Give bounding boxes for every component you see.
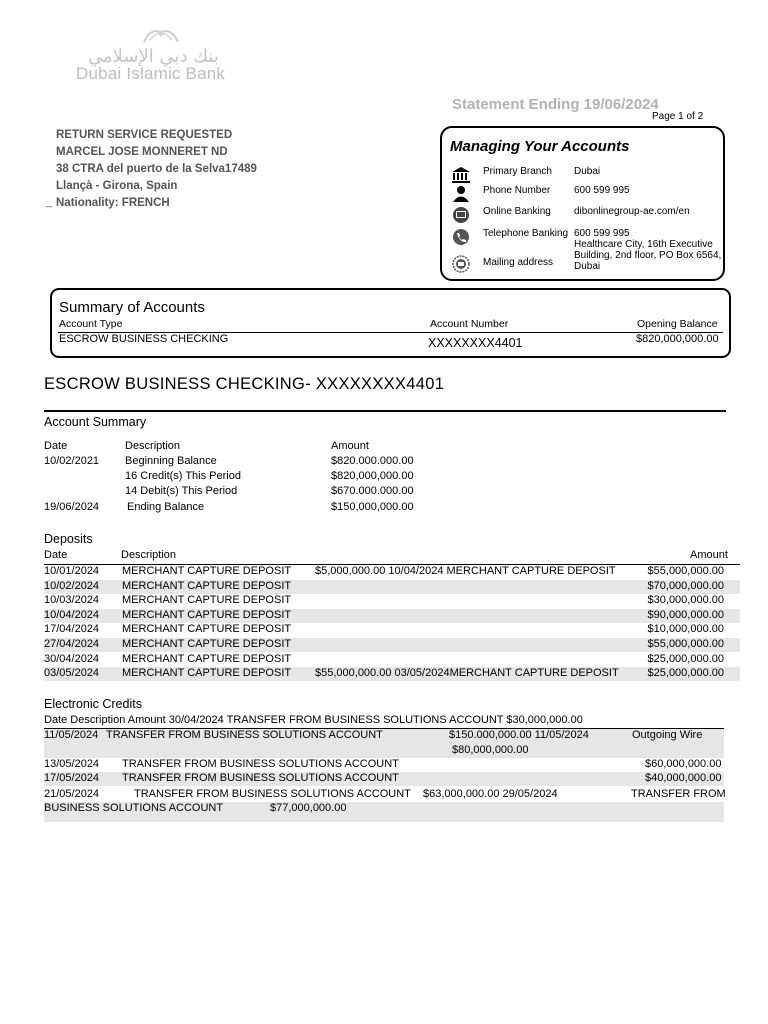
as-desc: Beginning Balance [125, 455, 217, 467]
deposit-extra: $5,000,000.00 10/04/2024 MERCHANT CAPTURE DEPOSIT [315, 565, 616, 577]
deposit-amount: $90,000,000.00 [647, 609, 724, 621]
managing-label: Phone Number [483, 185, 551, 196]
deposit-description: MERCHANT CAPTURE DEPOSIT [122, 667, 292, 679]
deposits-title: Deposits [44, 532, 93, 546]
managing-label: Mailing address [483, 257, 554, 268]
as-amount: $150,000,000.00 [331, 501, 414, 513]
deposit-amount: $30,000,000.00 [647, 594, 724, 606]
ec-desc: TRANSFER FROM BUSINESS SOLUTIONS ACCOUNT [106, 729, 383, 741]
header-account-type: Account Type [59, 318, 123, 330]
as-header-amount: Amount [331, 440, 369, 452]
as-desc: Ending Balance [127, 501, 205, 513]
address-line: 38 CTRA del puerto de la Selva17489 [56, 163, 257, 175]
bank-name-arabic: بنك دبي الإسلامي [88, 46, 219, 67]
deposit-description: MERCHANT CAPTURE DEPOSIT [122, 638, 292, 650]
as-date: 10/02/2021 [44, 455, 100, 467]
ec-date: 17/05/2024 [44, 772, 100, 784]
address-line: RETURN SERVICE REQUESTED [56, 129, 233, 141]
address-line: MARCEL JOSE MONNERET ND [56, 146, 228, 158]
deposit-date: 03/05/2024 [44, 667, 100, 679]
deposit-amount: $70,000,000.00 [647, 580, 724, 592]
deposit-description: MERCHANT CAPTURE DEPOSIT [122, 623, 292, 635]
account-heading: ESCROW BUSINESS CHECKING- XXXXXXXX4401 [44, 375, 445, 393]
as-desc: 14 Debit(s) This Period [125, 485, 238, 497]
ec-mid: $150.000,000.00 11/05/2024 [449, 729, 589, 741]
as-desc: 16 Credit(s) This Period [125, 470, 241, 482]
summary-account-number: XXXXXXXX4401 [428, 336, 523, 350]
header-opening-balance: Opening Balance [637, 318, 718, 330]
deposit-date: 10/01/2024 [44, 565, 100, 577]
logo-emblem-icon [136, 24, 186, 46]
ec-header-line: Date Description Amount 30/04/2024 TRANSFER FROM BUSINESS SOLUTIONS ACCOUNT $30,000,000.00 [44, 714, 583, 726]
managing-label: Telephone Banking [483, 228, 569, 239]
mailing-address-block [56, 127, 257, 212]
address-bullet: _ [46, 196, 53, 208]
deposit-date: 17/04/2024 [44, 623, 100, 635]
deposit-date: 10/02/2024 [44, 580, 100, 592]
as-amount: $820,000,000.00 [331, 470, 414, 482]
summary-opening-balance: $820,000,000.00 [636, 333, 719, 345]
managing-title: Managing Your Accounts [450, 138, 630, 155]
ec-amount: $40,000,000.00 [645, 772, 722, 784]
as-amount: $670.000.000.00 [331, 485, 414, 497]
electronic-credits-title: Electronic Credits [44, 697, 142, 711]
dep-header-description: Description [121, 549, 177, 561]
statement-ending: Statement Ending 19/06/2024 [452, 96, 659, 113]
summary-of-accounts-box [50, 288, 731, 358]
heading-rule [44, 410, 726, 412]
header-account-number: Account Number [430, 318, 509, 330]
ec-amount: $77,000,000.00 [270, 802, 347, 814]
deposit-date: 27/04/2024 [44, 638, 100, 650]
deposit-date: 10/04/2024 [44, 609, 100, 621]
managing-accounts-box [440, 126, 725, 281]
ec-desc: BUSINESS SOLUTIONS ACCOUNT [44, 802, 224, 814]
address-line: Llançà - Girona, Spain [56, 180, 178, 192]
bank-icon [450, 166, 472, 184]
deposit-amount: $10,000,000.00 [647, 623, 724, 635]
managing-label: Online Banking [483, 206, 551, 217]
managing-value: Healthcare City, 16th Executive Building, 2nd floor, PO Box 6564, Dubai [574, 239, 722, 272]
phone-icon [450, 228, 472, 246]
summary-account-type: ESCROW BUSINESS CHECKING [59, 333, 229, 345]
deposit-extra: $55,000,000.00 03/05/2024MERCHANT CAPTURE DEPOSIT [315, 667, 619, 679]
managing-value: 600 599 995 [574, 185, 630, 196]
bank-logo [76, 24, 276, 84]
deposit-description: MERCHANT CAPTURE DEPOSIT [122, 653, 292, 665]
deposit-amount: $55,000,000.00 [647, 565, 724, 577]
ec-desc: TRANSFER FROM BUSINESS SOLUTIONS ACCOUNT [122, 772, 399, 784]
as-date: 19/06/2024 [44, 501, 100, 513]
ec-right: Outgoing Wire [632, 729, 703, 741]
dep-header-date: Date [44, 549, 68, 561]
deposit-description: MERCHANT CAPTURE DEPOSIT [122, 609, 292, 621]
managing-row-phone [450, 185, 630, 203]
ec-date: 11/05/2024 [44, 729, 99, 741]
managing-row-branch [450, 166, 601, 184]
managing-row-online [450, 206, 690, 224]
deposit-amount: $25,000,000.00 [647, 667, 724, 679]
deposit-description: MERCHANT CAPTURE DEPOSIT [122, 594, 292, 606]
computer-icon [450, 206, 472, 224]
ec-date: 21/05/2024 [44, 788, 100, 800]
dep-header-amount: Amount [690, 549, 728, 561]
ec-desc: TRANSFER FROM BUSINESS SOLUTIONS ACCOUNT [134, 788, 411, 800]
mail-icon [450, 255, 472, 273]
deposit-description: MERCHANT CAPTURE DEPOSIT [122, 580, 292, 592]
ec-date: 13/05/2024 [44, 758, 100, 770]
ec-cont: $80,000,000.00 [452, 744, 529, 756]
deposit-description: MERCHANT CAPTURE DEPOSIT [122, 565, 292, 577]
address-line: Nationality: FRENCH [56, 197, 170, 209]
managing-value: dibonlinegroup-ae.com/en [574, 206, 690, 217]
as-header-description: Description [125, 440, 181, 452]
deposit-date: 10/03/2024 [44, 594, 100, 606]
managing-value: Dubai [574, 166, 601, 177]
ec-right: TRANSFER FROM [631, 788, 726, 800]
managing-row-telephone [450, 228, 630, 246]
managing-row-mailing [450, 239, 722, 273]
managing-value: 600 599 995 [574, 228, 630, 239]
account-summary-title: Account Summary [44, 415, 147, 429]
person-icon [450, 185, 472, 203]
ec-mid: $63,000,000.00 29/05/2024 [423, 788, 558, 800]
page-number: Page 1 of 2 [652, 111, 704, 122]
ec-desc: TRANSFER FROM BUSINESS SOLUTIONS ACCOUNT [122, 758, 399, 770]
summary-title: Summary of Accounts [59, 299, 205, 316]
deposit-amount: $25,000,000.00 [647, 653, 724, 665]
as-header-date: Date [44, 440, 68, 452]
ec-amount: $60,000,000.00 [645, 758, 722, 770]
as-amount: $820.000.000.00 [331, 455, 414, 467]
deposit-date: 30/04/2024 [44, 653, 100, 665]
bank-name-english: Dubai Islamic Bank [76, 64, 226, 83]
managing-label: Primary Branch [483, 166, 552, 177]
deposit-amount: $55,000,000.00 [647, 638, 724, 650]
